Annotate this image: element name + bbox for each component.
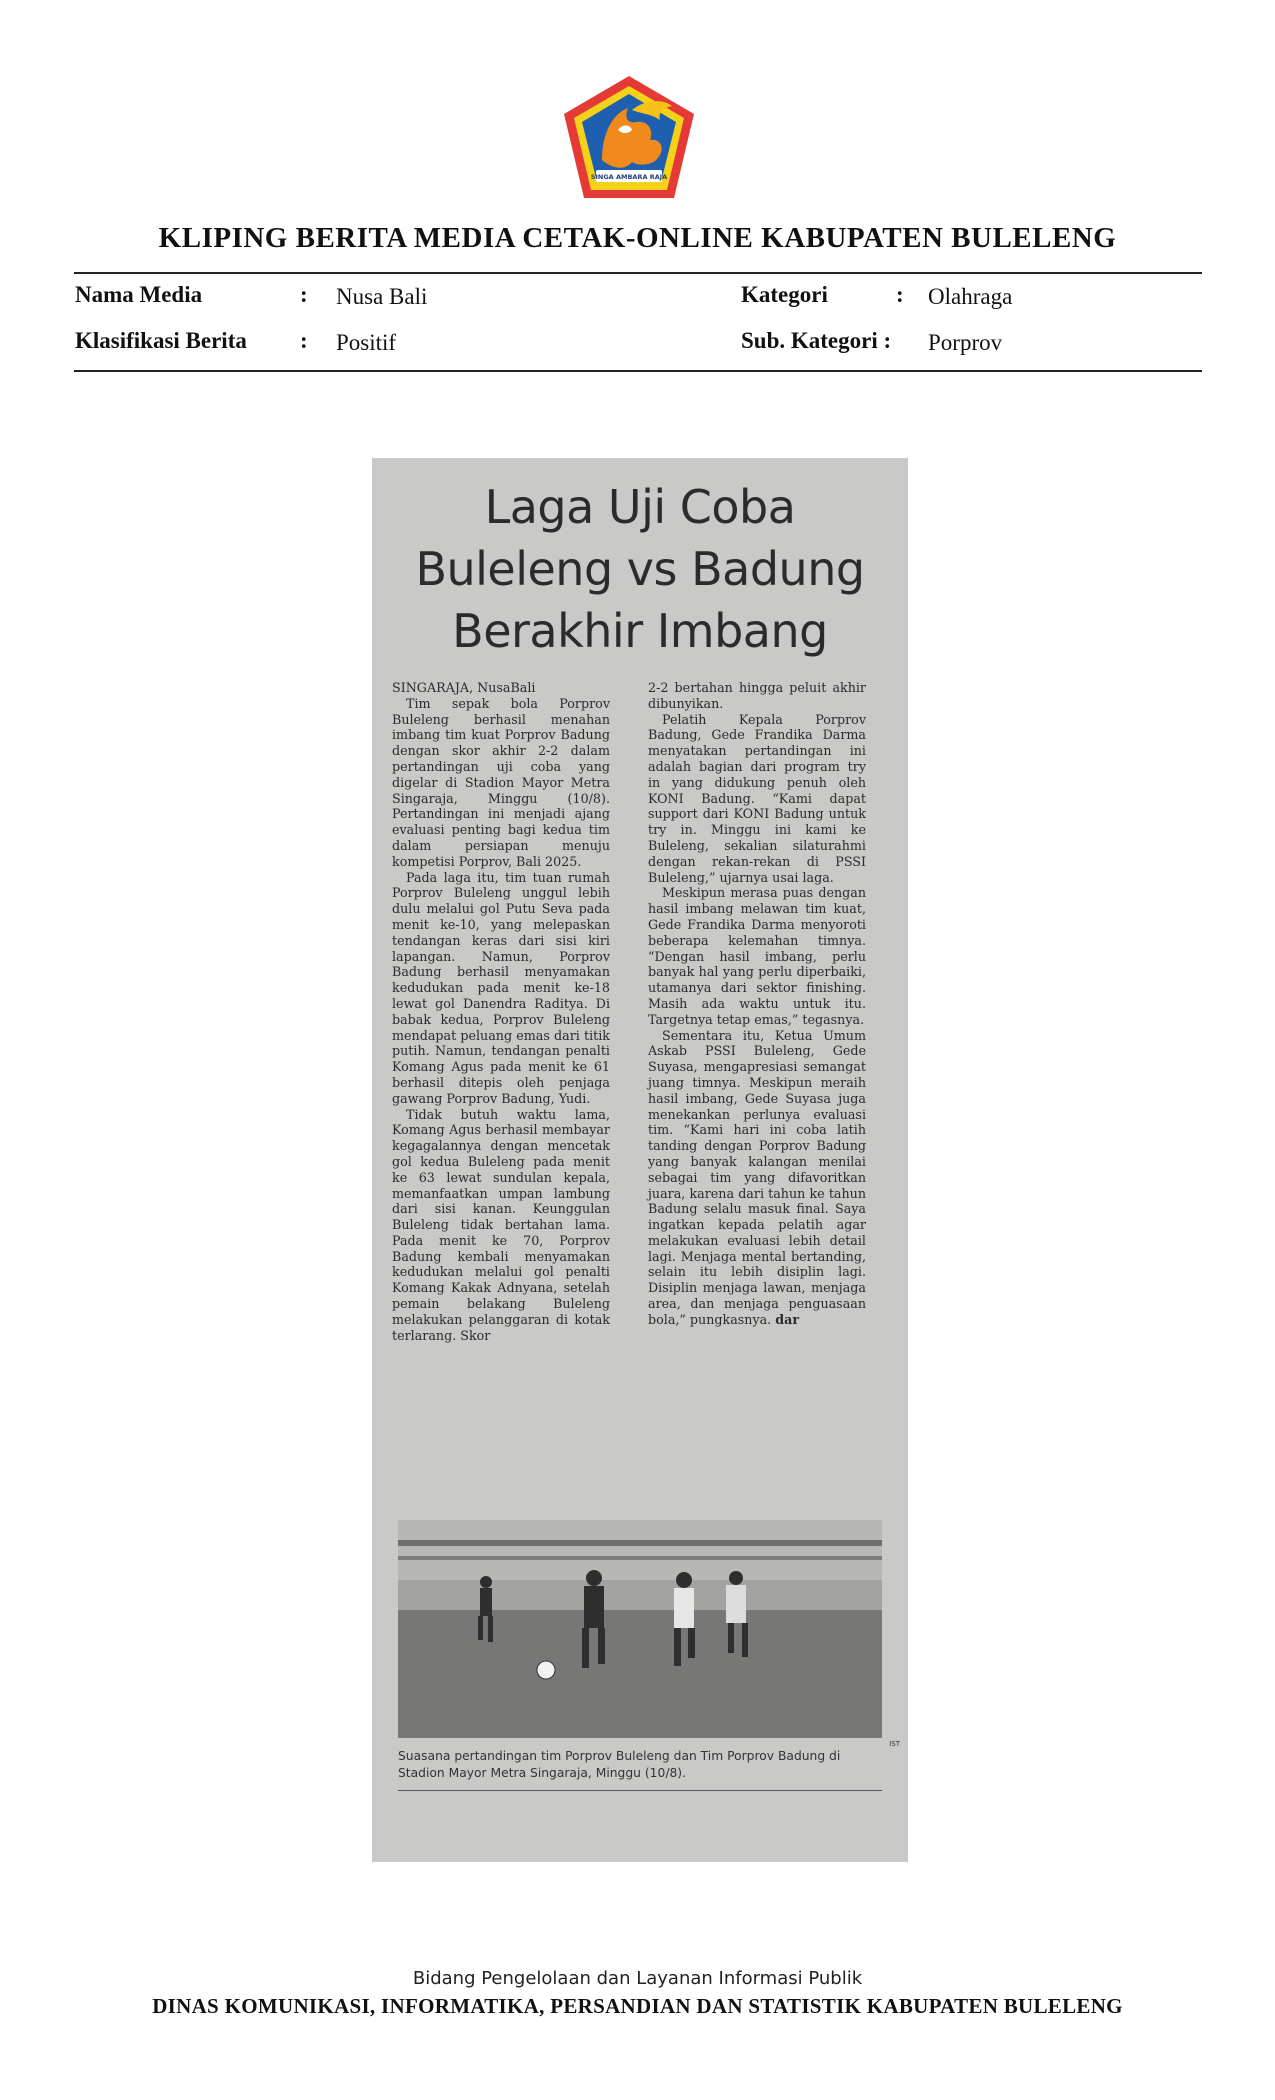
- meta-kategori-label: [741, 282, 828, 308]
- divider-bottom: [74, 370, 1202, 372]
- article-column-left: [392, 680, 610, 1343]
- media-label: Nama Media: [75, 282, 203, 307]
- headline-line: Berakhir Imbang: [452, 604, 828, 658]
- article-paragraph-text: Sementara itu, Ketua Umum Askab PSSI Buleleng, Gede Suyasa, mengapresiasi semangat juang timnya. Meskipun meraih hasil imbang, Gede Suyasa juga menekankan perlunya evaluasi tim. “Kami hari ini coba latih tanding dengan Porprov Badung yang banyak kalangan menilai sebagai tim yang difavoritkan juara, karena dari tahun ke tahun Badung selalu masuk final. Saya ingatkan kepada pelatih agar melakukan evaluasi lebih detail lagi. Menjaga mental bertanding, selain itu lebih disiplin lagi. Disiplin menjaga lawan, menjaga area, dan menjaga penguasaan bola,” pungkasnya.: [648, 1027, 866, 1327]
- author-initials: dar: [775, 1311, 800, 1327]
- article-paragraph: Pada laga itu, tim tuan rumah Porprov Buleleng unggul lebih dulu melalui gol Putu Seva pada menit ke-10, yang melepaskan tendangan keras dari sisi kiri lapangan. Namun, Porprov Badung berhasil menyamakan kedudukan pada menit ke-18 lewat gol Danendra Raditya. Di babak kedua, Porprov Buleleng mendapat peluang emas dari titik putih. Namun, tendangan penalti Komang Agus pada menit ke 61 berhasil ditepis oleh penjaga gawang Porprov Badung, Yudi.: [392, 869, 610, 1106]
- article-paragraph: Tidak butuh waktu lama, Komang Agus berhasil membayar kegagalannya dengan mencetak gol kedua Buleleng pada menit ke 63 lewat sundulan kepala, memanfaatkan umpan lambung dari sisi kanan. Keunggulan Buleleng tidak bertahan lama. Pada menit ke 70, Porprov Badung kembali menyamakan kedudukan melalui gol penalti Komang Kakak Adnyana, setelah pemain belakang Buleleng melakukan pelanggaran di kotak terlarang. Skor: [392, 1106, 610, 1343]
- media-value: Nusa Bali: [336, 284, 428, 309]
- footer-agency: DINAS KOMUNIKASI, INFORMATIKA, PERSANDIAN DAN STATISTIK KABUPATEN BULELENG: [152, 1994, 1123, 2018]
- singa-ambara-raja-emblem-icon: [562, 74, 696, 200]
- headline-line: Laga Uji Coba: [484, 480, 796, 534]
- divider-top: [74, 272, 1202, 274]
- meta-separator: :: [300, 328, 308, 353]
- newspaper-clipping: [372, 458, 908, 1862]
- meta-separator: :: [300, 282, 308, 307]
- article-paragraph: Meskipun merasa puas dengan hasil imbang melawan tim kuat, Gede Frandika Darma menyoroti beberapa kelemahan timnya. “Dengan hasil imbang, perlu banyak hal yang perlu diperbaiki, utamanya dari sektor finishing. Masih ada waktu untuk itu. Targetnya tetap emas,” tegasnya.: [648, 885, 866, 1027]
- article-paragraph: [648, 1028, 866, 1328]
- klasifikasi-label: Klasifikasi Berita: [75, 328, 247, 353]
- article-headline: [372, 476, 908, 662]
- kategori-label: Kategori: [741, 282, 828, 307]
- article-paragraph: Tim sepak bola Porprov Buleleng berhasil menahan imbang tim kuat Porprov Badung dengan skor akhir 2-2 dalam pertandingan uji coba yang digelar di Stadion Mayor Metra Singaraja, Minggu (10/8). Pertandingan ini menjadi ajang evaluasi penting bagi kedua tim dalam persiapan menuju kompetisi Porprov, Bali 2025.: [392, 695, 610, 869]
- kategori-value: Olahraga: [928, 284, 1013, 309]
- caption-divider: [398, 1790, 882, 1791]
- logo-text: SINGA AMBARA RAJA: [590, 173, 668, 181]
- subkategori-label: Sub. Kategori :: [741, 328, 892, 353]
- document-title: KLIPING BERITA MEDIA CETAK-ONLINE KABUPATEN BULELENG: [158, 222, 1117, 254]
- article-dateline: SINGARAJA, NusaBali: [392, 680, 536, 695]
- article-paragraph: 2-2 bertahan hingga peluit akhir dibunyikan.: [648, 680, 866, 711]
- photo-caption: Suasana pertandingan tim Porprov Buleleng dan Tim Porprov Badung di Stadion Mayor Metra Singaraja, Minggu (10/8).: [398, 1749, 841, 1780]
- photo-credit: IST: [889, 1740, 900, 1748]
- match-photo: [398, 1520, 882, 1738]
- headline-line: Buleleng vs Badung: [415, 542, 865, 596]
- meta-subkategori-label: [741, 328, 891, 354]
- footer-department: Bidang Pengelolaan dan Layanan Informasi Publik: [412, 1968, 863, 1989]
- article-column-right: [648, 680, 866, 1328]
- meta-media-label: [75, 282, 202, 308]
- subkategori-value: Porprov: [928, 330, 1003, 355]
- article-paragraph: Pelatih Kepala Porprov Badung, Gede Frandika Darma menyatakan pertandingan ini adalah bagian dari program try in yang didukung penuh oleh KONI Badung. “Kami dapat support dari KONI Badung untuk try in. Minggu ini kami ke Buleleng, sekalian silaturahmi dengan rekan-rekan di PSSI Buleleng,” ujarnya usai laga.: [648, 711, 866, 885]
- meta-klasifikasi-label: [75, 328, 247, 354]
- klasifikasi-value: Positif: [336, 330, 397, 355]
- meta-separator: :: [896, 282, 904, 307]
